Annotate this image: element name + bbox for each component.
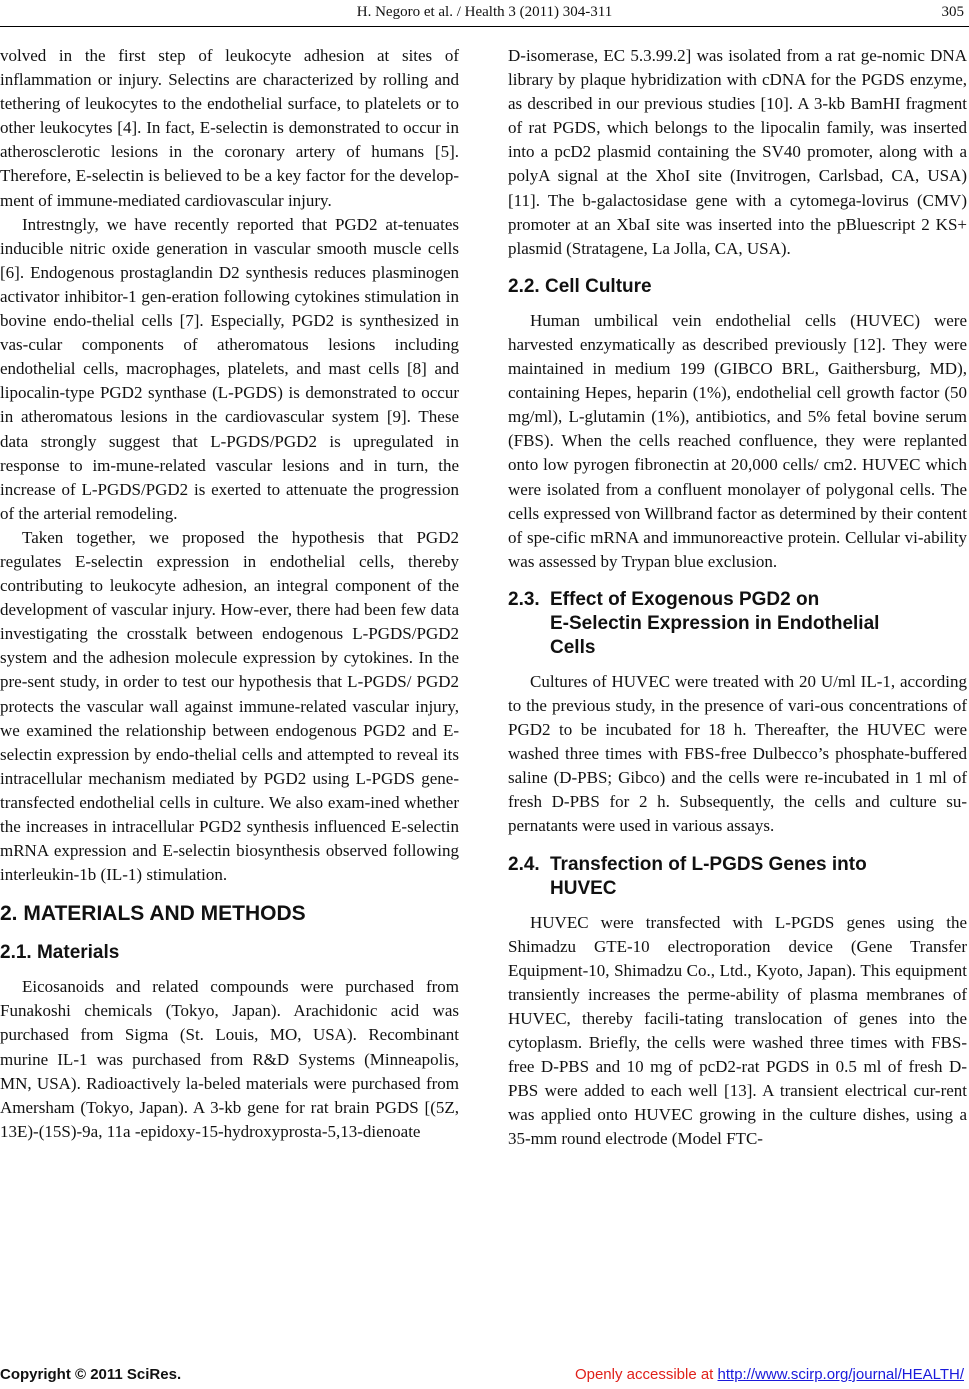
paragraph: Cultures of HUVEC were treated with 20 U/ml IL-1, according to the previous study, in the presence of vari-ous concentrations of PGD2 to be incubated for 18 h. Thereafter, the HUVEC were washed three times with FBS-free Dulbecco’s phosphate-buffered saline (D-PBS; Gibco) and the cells were re-incubated in 1 ml of fresh D-PBS for 2 h. Subsequently, the cells and culture su-pernatants were used in various assays.: [508, 671, 967, 836]
subsection-heading: 2.2. Cell Culture: [508, 275, 652, 297]
page-number: 305: [941, 4, 964, 20]
subsection-title-line: Transfection of L-PGDS Genes into: [550, 853, 867, 875]
paragraph: Eicosanoids and related compounds were purchased from Funakoshi chemicals (Tokyo, Japan). Arachidonic acid was purchased from Sigma (St. Louis, MO, USA). Recombinant murine IL-1 was purchased from R&D Systems (Minneapolis, MN, USA). Radioactively la-beled materials were purchased from Amersham (Tokyo, Japan). A 3-kb gene for rat brain PGDS [(5Z, 13E)-(15S)-9a, 11a -epidoxy-15-hydroxyprosta-5,13-dienoate: [0, 977, 459, 1141]
left-column: [0, 44, 459, 1144]
subsection-heading: [508, 588, 967, 660]
running-header: [0, 4, 969, 24]
paragraph: D-isomerase, EC 5.3.99.2] was isolated from a rat ge-nomic DNA library by plaque hybridization with cDNA for the PGDS enzyme, as described in our previous studies [10]. A 3-kb BamHI fragment of rat PGDS, which belongs to the lipocalin family, was inserted into a pcD2 plasmid containing the SV40 promoter, along with a polyA signal at the XhoI site (Invitrogen, Carlsbad, CA, USA) [11]. The b-galactosidase gene with a cytomega-lovirus (CMV) promoter at an XbaI site was inserted into the pBluescript 2 KS+ plasmid (Stratagene, La Jolla, CA, USA).: [508, 46, 967, 258]
journal-link[interactable]: http://www.scirp.org/journal/HEALTH/: [717, 1366, 964, 1383]
access-label: Openly accessible at: [574, 1366, 718, 1383]
subsection-title-line: Cells: [550, 636, 596, 658]
page-footer: [0, 1366, 969, 1386]
paragraph: Intrestngly, we have recently reported that PGD2 at-tenuates inducible nitric oxide generation in vascular smooth muscle cells [6]. Endogenous prostaglandin D2 synthesis reduces plasminogen activator inhibitor-1 gen-eration following cytokines stimulation in bovine endo-thelial cells [7]. Especially, PGD2 is synthesized in vas-cular components of atheromatous lesions including endothelial cells, macrophages, platelets, and mast cells [8] and lipocalin-type PGD2 synthase (L-PGDS) is demonstrated to occur in atheromatous lesions in the cardiovascular system [9]. These data strongly suggest that L-PGDS/PGD2 is upregulated in response to im-mune-related vascular lesions and in turn, the increase of L-PGDS/PGD2 is exerted to attenuate the progression of the arterial remodeling.: [0, 214, 459, 523]
subsection-heading: [508, 853, 967, 901]
subsection-number: 2.4.: [508, 853, 540, 875]
subsection-heading: 2.1. Materials: [0, 942, 120, 964]
copyright-notice: Copyright © 2011 SciRes.: [0, 1366, 182, 1383]
header-rule: [0, 26, 969, 27]
subsection-title-line: E-Selectin Expression in Endothelial: [550, 612, 880, 634]
access-notice: [575, 1366, 964, 1383]
paragraph: HUVEC were transfected with L-PGDS genes using the Shimadzu GTE-10 electroporation device (Gene Transfer Equipment-10, Shimadzu Co., Ltd., Kyoto, Japan). This equipment transiently increases the perme-ability of plasma membranes of HUVEC, thereby facili-tating translocation of genes into the cytoplasm. Briefly, the cells were washed three times with FBS-free D-PBS and 10 mg of pcD2-rat PGDS in 0.5 ml of fresh D-PBS were added to each well [13]. A transient electrical cur-rent was applied onto HUVEC growing in the culture dishes, using a 35-mm round electrode (Model FTC-: [508, 912, 967, 1149]
section-heading: 2. MATERIALS AND METHODS: [0, 902, 306, 926]
paragraph: Human umbilical vein endothelial cells (HUVEC) were harvested enzymatically as described previously [12]. They were maintained in medium 199 (GIBCO BRL, Gaithersburg, MD), containing Hepes, heparin (1%), endothelial cell growth factor (50 mg/ml), L-glutamin (1%), antibiotics, and 5% fetal bovine serum (FBS). When the cells reached confluence, they were replanted onto low pyrogen fibronectin at 20,000 cells/ cm2. HUVEC which were isolated from a confluent monolayer of polygonal cells. The cells expressed von Willbrand factor as determined by their content of spe-cific mRNA and immunoreactive protein. Cellular vi-ability was assessed by Trypan blue exclusion.: [508, 310, 967, 571]
paragraph: volved in the first step of leukocyte adhesion at sites of inflammation or injury. Selectins are characterized by rolling and tethering of leukocytes to the endothelial surface, to platelets or to other leukocytes [4]. In fact, E-selectin is demonstrated to occur in atherosclerotic lesions in the coronary artery of humans [5]. Therefore, E-selectin is believed to be a key factor for the develop-ment of immune-mediated cardiovascular injury.: [0, 46, 459, 210]
subsection-title-line: Effect of Exogenous PGD2 on: [550, 588, 820, 610]
right-column: [508, 44, 967, 1151]
subsection-title-line: HUVEC: [550, 877, 617, 899]
subsection-number: 2.3.: [508, 588, 540, 610]
paragraph: Taken together, we proposed the hypothesis that PGD2 regulates E-selectin expression in endothelial cells, thereby contributing to leukocyte adhesion, an integral component of the development of vascular injury. How-ever, there had been few data investigating the crosstalk between endogenous L-PGDS/PGD2 system and the adhesion molecule expression by cytokines. In the pre-sent study, in order to test our hypothesis that L-PGDS/ PGD2 protects the vascular wall against immune-related vascular injury, we examined the relationship between endogenous PGD2 and E-selectin expression by endo-thelial cells and attempted to reveal its intracellular mechanism mediated by PGD2 using L-PGDS gene-transfected endothelial cells in culture. We also exam-ined whether the increases in intracellular PGD2 synthesis influenced E-selectin mRNA expression and E-selectin biosynthesis observed following interleukin-1b (IL-1) stimulation.: [0, 527, 459, 885]
running-title: H. Negoro et al. / Health 3 (2011) 304-311: [356, 4, 613, 20]
